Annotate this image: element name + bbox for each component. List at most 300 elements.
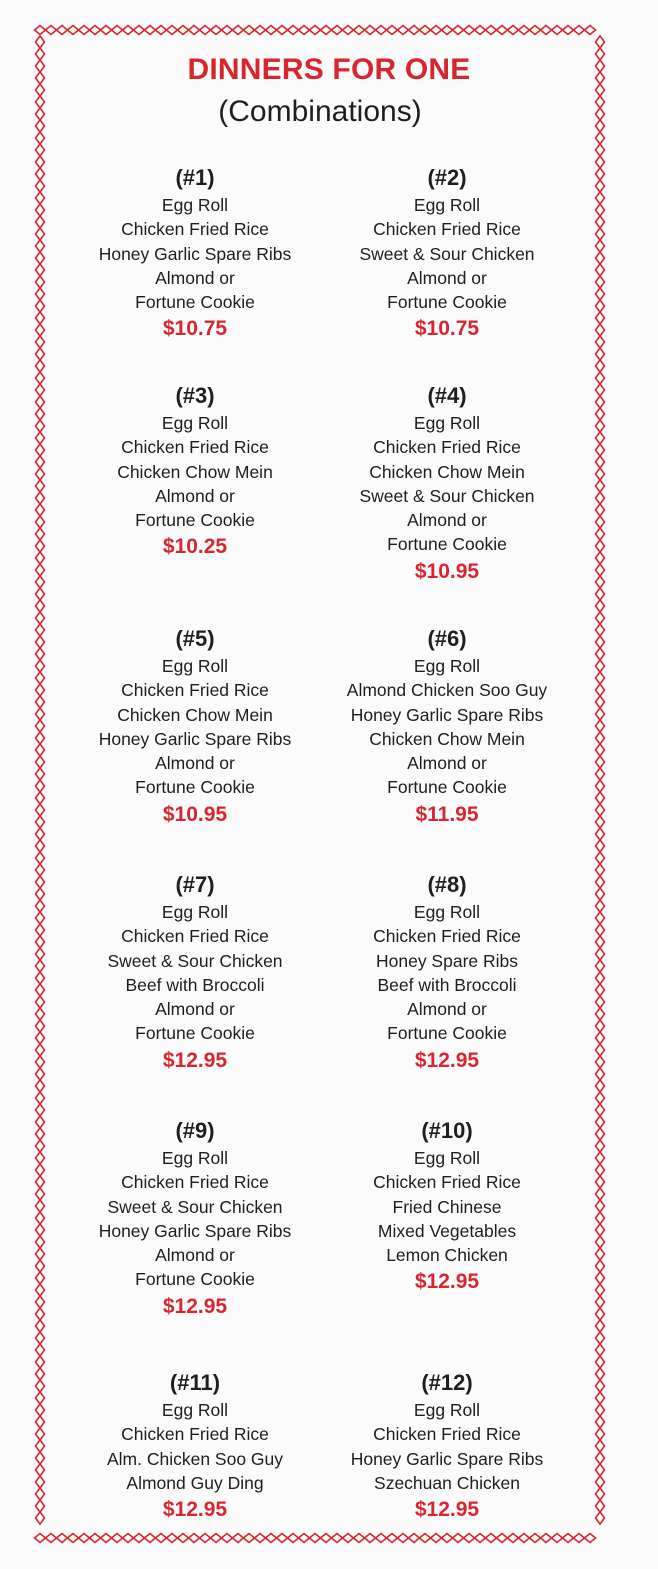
combo-1: [55, 165, 335, 342]
border-diamond: [178, 1534, 189, 1543]
combo-item: Beef with Broccoli: [125, 974, 265, 995]
border-diamond: [36, 384, 45, 396]
combo-item: Fortune Cookie: [135, 1023, 255, 1044]
border-diamond: [596, 264, 605, 276]
border-diamond: [288, 26, 299, 35]
combo-item: Egg Roll: [161, 1148, 229, 1168]
border-diamond: [596, 408, 605, 420]
border-diamond: [596, 792, 605, 804]
border-diamond: [36, 1008, 45, 1020]
border-diamond: [596, 1404, 605, 1416]
border-diamond: [486, 1534, 497, 1543]
border-diamond: [36, 1404, 45, 1416]
combo-number: (#9): [175, 1118, 215, 1143]
border-diamond: [36, 36, 45, 48]
border-diamond: [36, 1356, 45, 1368]
border-diamond: [596, 900, 605, 912]
border-diamond: [36, 828, 45, 840]
border-diamond: [596, 1032, 605, 1044]
border-diamond: [36, 492, 45, 504]
border-diamond: [123, 26, 134, 35]
border-diamond: [36, 900, 45, 912]
border-diamond: [596, 252, 605, 264]
combo-item: Egg Roll: [161, 902, 229, 922]
border-diamond: [596, 1464, 605, 1476]
border-diamond: [596, 984, 605, 996]
border-diamond: [596, 960, 605, 972]
border-diamond: [530, 1534, 541, 1543]
border-diamond: [409, 26, 420, 35]
border-diamond: [36, 924, 45, 936]
border-diamond: [596, 744, 605, 756]
border-diamond: [36, 228, 45, 240]
border-diamond: [596, 372, 605, 384]
border-diamond: [211, 1534, 222, 1543]
border-diamond: [112, 26, 123, 35]
border-diamond: [321, 26, 332, 35]
combo-item: Honey Spare Ribs: [375, 950, 519, 971]
combo-item: Fortune Cookie: [387, 777, 507, 798]
border-diamond: [36, 420, 45, 432]
border-diamond: [596, 1320, 605, 1332]
combo-8: [307, 872, 587, 1074]
combo-item: Chicken Fried Rice: [373, 437, 521, 458]
border-diamond: [596, 456, 605, 468]
border-diamond: [145, 26, 156, 35]
border-diamond: [36, 864, 45, 876]
border-diamond: [596, 1260, 605, 1272]
border-diamond: [596, 1488, 605, 1500]
border-diamond: [596, 228, 605, 240]
border-diamond: [36, 972, 45, 984]
border-diamond: [596, 1044, 605, 1056]
border-diamond: [36, 444, 45, 456]
combo-item: Egg Roll: [413, 1148, 481, 1168]
combo-4: [307, 383, 587, 585]
border-diamond: [596, 840, 605, 852]
border-diamond: [36, 1176, 45, 1188]
border-diamond: [36, 564, 45, 576]
border-diamond: [596, 768, 605, 780]
border-diamond: [36, 672, 45, 684]
border-diamond: [36, 1512, 45, 1524]
border-diamond: [36, 324, 45, 336]
border-diamond: [36, 1188, 45, 1200]
border-diamond: [36, 252, 45, 264]
border-diamond: [36, 468, 45, 480]
border-diamond: [36, 504, 45, 516]
combo-item: Chicken Fried Rice: [121, 1424, 269, 1445]
border-diamond: [596, 1224, 605, 1236]
combo-7: [55, 872, 335, 1074]
border-diamond: [596, 276, 605, 288]
combo-item: Almond or: [155, 999, 235, 1020]
combo-item: Almond or: [407, 999, 487, 1020]
combo-number: (#10): [421, 1118, 473, 1143]
border-diamond: [530, 26, 541, 35]
border-diamond: [36, 756, 45, 768]
border-diamond: [36, 516, 45, 528]
border-diamond: [596, 204, 605, 216]
border-diamond: [596, 528, 605, 540]
border-diamond: [596, 1380, 605, 1392]
combo-price: $12.95: [414, 1048, 480, 1072]
border-diamond: [211, 26, 222, 35]
border-diamond: [46, 1534, 57, 1543]
combo-item: Alm. Chicken Soo Guy: [106, 1448, 284, 1469]
combo-item: Egg Roll: [413, 413, 481, 433]
border-diamond: [596, 912, 605, 924]
border-diamond: [36, 1164, 45, 1176]
combo-number: (#11): [169, 1370, 221, 1395]
border-diamond: [596, 1500, 605, 1512]
border-diamond: [596, 996, 605, 1008]
border-diamond: [596, 1512, 605, 1524]
border-diamond: [36, 264, 45, 276]
border-diamond: [36, 744, 45, 756]
combo-number: (#7): [175, 872, 215, 897]
combo-item: Sweet & Sour Chicken: [107, 950, 283, 971]
border-diamond: [36, 1392, 45, 1404]
border-diamond: [596, 144, 605, 156]
border-diamond: [596, 1080, 605, 1092]
border-diamond: [596, 648, 605, 660]
border-diamond: [36, 1224, 45, 1236]
border-diamond: [36, 732, 45, 744]
border-diamond: [36, 540, 45, 552]
combo-item: Sweet & Sour Chicken: [107, 1196, 283, 1217]
border-diamond: [36, 1380, 45, 1392]
border-diamond: [596, 1308, 605, 1320]
border-diamond: [574, 1534, 585, 1543]
border-diamond: [68, 1534, 79, 1543]
combo-item: Egg Roll: [413, 1400, 481, 1420]
border-diamond: [596, 1296, 605, 1308]
border-diamond: [310, 26, 321, 35]
combo-item: Honey Garlic Spare Ribs: [98, 728, 292, 749]
border-diamond: [36, 1368, 45, 1380]
combo-item: Almond or: [407, 267, 487, 288]
border-diamond: [497, 1534, 508, 1543]
border-diamond: [574, 26, 585, 35]
border-diamond: [596, 1392, 605, 1404]
combo-item: Sweet & Sour Chicken: [359, 243, 535, 264]
combo-item: Almond or: [155, 753, 235, 774]
border-diamond: [189, 26, 200, 35]
border-diamond: [596, 660, 605, 672]
border-diamond: [596, 732, 605, 744]
border-diamond: [145, 1534, 156, 1543]
border-diamond: [36, 1116, 45, 1128]
combo-item: Fortune Cookie: [387, 292, 507, 313]
border-diamond: [288, 1534, 299, 1543]
border-diamond: [36, 1452, 45, 1464]
combo-item: Chicken Fried Rice: [121, 680, 269, 701]
combo-item: Fortune Cookie: [135, 292, 255, 313]
combo-item: Chicken Fried Rice: [373, 1424, 521, 1445]
border-diamond: [90, 26, 101, 35]
combo-item: Fortune Cookie: [387, 1023, 507, 1044]
border-diamond: [222, 26, 233, 35]
border-diamond: [596, 516, 605, 528]
border-diamond: [36, 276, 45, 288]
border-diamond: [90, 1534, 101, 1543]
border-diamond: [343, 26, 354, 35]
border-diamond: [596, 636, 605, 648]
border-diamond: [596, 612, 605, 624]
border-diamond: [596, 156, 605, 168]
combo-price: $12.95: [414, 1498, 480, 1522]
border-diamond: [596, 504, 605, 516]
border-diamond: [79, 1534, 90, 1543]
border-diamond: [36, 1104, 45, 1116]
border-diamond: [36, 1308, 45, 1320]
combo-price: $11.95: [415, 802, 479, 826]
border-diamond: [36, 588, 45, 600]
border-diamond: [585, 26, 596, 35]
border-diamond: [596, 36, 605, 48]
border-diamond: [36, 1248, 45, 1260]
border-diamond: [189, 1534, 200, 1543]
border-diamond: [596, 1152, 605, 1164]
border-diamond: [36, 396, 45, 408]
combo-item: Honey Garlic Spare Ribs: [350, 1448, 544, 1469]
border-diamond: [596, 1440, 605, 1452]
border-diamond: [596, 1212, 605, 1224]
border-diamond: [387, 1534, 398, 1543]
combo-item: Almond Chicken Soo Guy: [346, 680, 548, 701]
border-diamond: [596, 300, 605, 312]
border-diamond: [36, 336, 45, 348]
border-diamond: [36, 876, 45, 888]
border-diamond: [596, 444, 605, 456]
combo-item: Almond or: [155, 1245, 235, 1266]
border-diamond: [101, 26, 112, 35]
border-diamond: [36, 1044, 45, 1056]
border-diamond: [431, 1534, 442, 1543]
border-diamond: [36, 360, 45, 372]
border-diamond: [442, 1534, 453, 1543]
border-diamond: [178, 26, 189, 35]
border-diamond: [596, 216, 605, 228]
border-diamond: [596, 1332, 605, 1344]
combo-price: $12.95: [162, 1294, 228, 1318]
border-diamond: [486, 26, 497, 35]
border-diamond: [36, 600, 45, 612]
border-diamond: [222, 1534, 233, 1543]
combo-price: $10.95: [414, 559, 480, 583]
border-diamond: [36, 552, 45, 564]
combo-item: Beef with Broccoli: [377, 974, 517, 995]
border-diamond: [596, 360, 605, 372]
border-diamond: [36, 1440, 45, 1452]
border-diamond: [343, 1534, 354, 1543]
combo-item: Fortune Cookie: [135, 1269, 255, 1290]
border-diamond: [167, 1534, 178, 1543]
border-diamond: [464, 1534, 475, 1543]
border-diamond: [310, 1534, 321, 1543]
combo-12: [307, 1370, 587, 1523]
border-diamond: [332, 1534, 343, 1543]
border-diamond: [409, 1534, 420, 1543]
border-diamond: [596, 348, 605, 360]
border-diamond: [552, 26, 563, 35]
border-diamond: [475, 26, 486, 35]
border-diamond: [596, 1248, 605, 1260]
combo-item: Egg Roll: [413, 656, 481, 676]
combo-item: Fortune Cookie: [135, 510, 255, 531]
border-diamond: [36, 312, 45, 324]
combo-item: Egg Roll: [161, 413, 229, 433]
border-diamond: [255, 1534, 266, 1543]
border-diamond: [596, 1056, 605, 1068]
border-diamond: [36, 1080, 45, 1092]
border-diamond: [596, 324, 605, 336]
border-diamond: [36, 768, 45, 780]
border-diamond: [354, 26, 365, 35]
border-diamond: [596, 972, 605, 984]
combo-price: $12.95: [414, 1270, 480, 1294]
border-diamond: [36, 432, 45, 444]
border-diamond: [596, 852, 605, 864]
border-diamond: [596, 564, 605, 576]
border-diamond: [596, 780, 605, 792]
border-diamond: [596, 888, 605, 900]
border-diamond: [36, 1344, 45, 1356]
border-diamond: [596, 1128, 605, 1140]
border-diamond: [36, 684, 45, 696]
border-diamond: [508, 26, 519, 35]
border-diamond: [585, 1534, 596, 1543]
border-diamond: [596, 600, 605, 612]
border-diamond: [596, 1416, 605, 1428]
border-diamond: [596, 1140, 605, 1152]
border-diamond: [36, 576, 45, 588]
combo-item: Egg Roll: [161, 195, 229, 215]
border-diamond: [36, 852, 45, 864]
border-diamond: [36, 888, 45, 900]
border-diamond: [596, 828, 605, 840]
border-diamond: [36, 1416, 45, 1428]
border-diamond: [36, 168, 45, 180]
border-diamond: [596, 1008, 605, 1020]
border-diamond: [134, 26, 145, 35]
combo-item: Almond Guy Ding: [126, 1472, 264, 1493]
border-diamond: [398, 26, 409, 35]
border-diamond: [36, 372, 45, 384]
border-diamond: [596, 168, 605, 180]
combo-item: Fortune Cookie: [387, 534, 507, 555]
combo-9: [55, 1118, 335, 1320]
border-diamond: [596, 180, 605, 192]
border-diamond: [244, 1534, 255, 1543]
border-diamond: [36, 996, 45, 1008]
combo-number: (#2): [427, 165, 467, 190]
border-diamond: [596, 1356, 605, 1368]
border-diamond: [596, 816, 605, 828]
border-diamond: [541, 26, 552, 35]
border-diamond: [36, 1464, 45, 1476]
border-diamond: [464, 26, 475, 35]
border-diamond: [376, 1534, 387, 1543]
border-diamond: [596, 696, 605, 708]
border-diamond: [321, 1534, 332, 1543]
border-diamond: [596, 432, 605, 444]
border-diamond: [36, 1488, 45, 1500]
border-diamond: [36, 288, 45, 300]
border-diamond: [596, 336, 605, 348]
border-diamond: [299, 1534, 310, 1543]
border-diamond: [36, 528, 45, 540]
border-diamond: [596, 492, 605, 504]
border-diamond: [233, 1534, 244, 1543]
border-diamond: [36, 204, 45, 216]
border-diamond: [387, 26, 398, 35]
border-diamond: [596, 396, 605, 408]
border-diamond: [596, 1020, 605, 1032]
border-diamond: [244, 26, 255, 35]
border-diamond: [453, 1534, 464, 1543]
combo-item: Chicken Chow Mein: [369, 728, 525, 749]
border-diamond: [36, 1476, 45, 1488]
border-diamond: [36, 804, 45, 816]
border-diamond: [36, 348, 45, 360]
border-diamond: [596, 1284, 605, 1296]
border-diamond: [134, 1534, 145, 1543]
border-diamond: [68, 26, 79, 35]
combo-item: Chicken Fried Rice: [121, 1172, 269, 1193]
border-diamond: [563, 1534, 574, 1543]
border-diamond: [101, 1534, 112, 1543]
menu-subtitle: (Combinations): [218, 95, 422, 128]
border-diamond: [36, 840, 45, 852]
border-diamond: [596, 1068, 605, 1080]
combo-price: $10.75: [162, 317, 228, 341]
border-diamond: [36, 1272, 45, 1284]
border-diamond: [596, 192, 605, 204]
border-diamond: [596, 420, 605, 432]
combo-item: Szechuan Chicken: [374, 1472, 520, 1493]
border-diamond: [596, 240, 605, 252]
combo-price: $12.95: [162, 1498, 228, 1522]
border-diamond: [596, 468, 605, 480]
border-diamond: [431, 26, 442, 35]
border-diamond: [596, 756, 605, 768]
menu-title: DINNERS FOR ONE: [187, 53, 471, 86]
border-diamond: [596, 288, 605, 300]
border-diamond: [596, 312, 605, 324]
border-diamond: [596, 936, 605, 948]
border-diamond: [36, 612, 45, 624]
combo-price: $10.25: [162, 535, 228, 559]
border-diamond: [36, 936, 45, 948]
border-diamond: [36, 1500, 45, 1512]
border-diamond: [123, 1534, 134, 1543]
border-diamond: [36, 780, 45, 792]
combo-6: [307, 626, 587, 828]
border-diamond: [36, 660, 45, 672]
border-diamond: [36, 240, 45, 252]
border-diamond: [36, 960, 45, 972]
border-diamond: [36, 180, 45, 192]
border-diamond: [36, 1056, 45, 1068]
border-diamond: [596, 672, 605, 684]
border-diamond: [596, 1104, 605, 1116]
border-diamond: [36, 984, 45, 996]
border-diamond: [299, 26, 310, 35]
border-diamond: [596, 1164, 605, 1176]
border-diamond: [36, 408, 45, 420]
